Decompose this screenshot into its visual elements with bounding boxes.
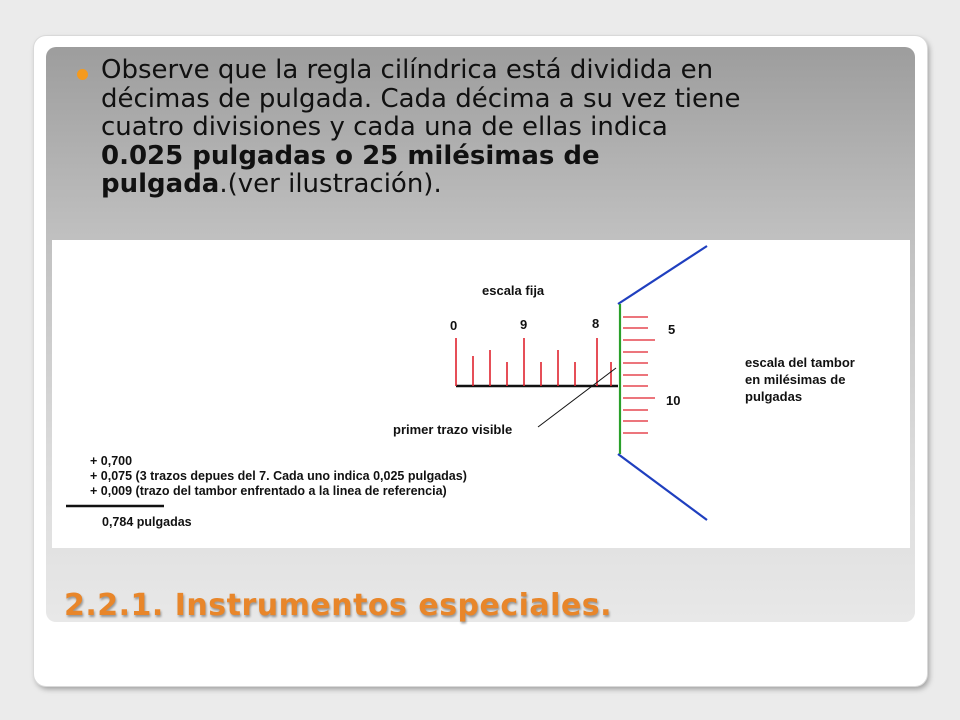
drum-scale-ticks [623, 317, 655, 433]
plain-text: .(ver ilustración). [219, 169, 442, 199]
fixed-scale-label: escala fija [482, 283, 545, 298]
drum-label-10: 10 [666, 393, 681, 408]
tick-label-9: 9 [520, 317, 528, 332]
bold-text: pulgada [101, 169, 220, 199]
bullet-line: Observe que la regla cilíndrica está dividida en [101, 55, 714, 85]
first-visible-label: primer trazo visible [393, 422, 513, 437]
thimble-edge-bottom [618, 454, 707, 520]
sum-line: + 0,700 [90, 454, 133, 468]
bullet-line: cuatro divisiones y cada una de ellas indica [101, 112, 668, 142]
pointer-line [538, 368, 616, 427]
fixed-scale-ticks [456, 338, 611, 386]
micrometer-diagram [52, 240, 910, 548]
drum-label-5: 5 [668, 322, 676, 337]
bullet-line-bold [101, 142, 891, 171]
drum-scale-label: pulgadas [745, 389, 803, 404]
thimble-edge-top [618, 246, 707, 304]
drum-scale-label: escala del tambor [745, 355, 855, 370]
bullet-paragraph [101, 56, 891, 199]
thimble-outline [618, 246, 707, 520]
sum-line: + 0,009 (trazo del tambor enfrentado a la linea de referencia) [90, 484, 447, 498]
bullet-dot-icon [77, 69, 88, 80]
tick-label-8: 8 [592, 316, 600, 331]
slide-title: 2.2.1. Instrumentos especiales. [64, 588, 613, 623]
sum-total: 0,784 pulgadas [102, 515, 192, 529]
micrometer-figure [52, 240, 910, 548]
tick-label-0: 0 [450, 318, 458, 333]
bold-text: 0.025 pulgadas o 25 milésimas de [101, 140, 600, 171]
bullet-line: décimas de pulgada. Cada décima a su vez tiene [101, 83, 741, 114]
sum-line: + 0,075 (3 trazos depues del 7. Cada uno indica 0,025 pulgadas) [90, 469, 467, 483]
bullet-line-mixed [101, 170, 891, 199]
drum-scale-label: en milésimas de [745, 372, 846, 387]
